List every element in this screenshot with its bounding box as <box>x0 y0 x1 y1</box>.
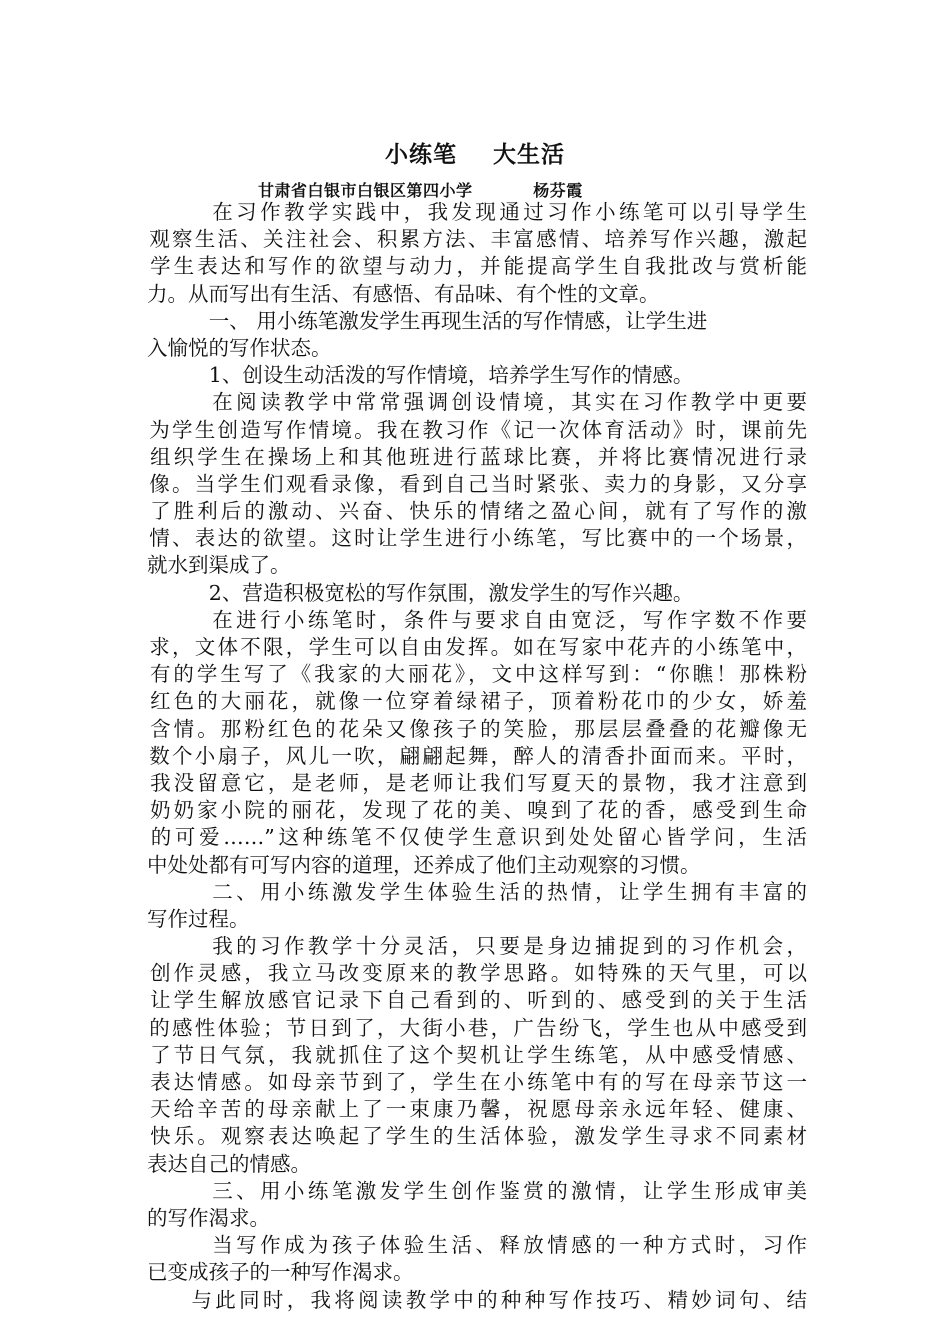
line-text: 的感性体验；节日到了，大街小巷，广告纷飞，学生也从中感受到 <box>147 1015 807 1040</box>
text-line <box>147 580 807 607</box>
text-line <box>147 335 807 362</box>
text-line <box>147 444 807 471</box>
author-line: 甘肃省白银市白银区第四小学 杨芬霞 <box>258 181 583 200</box>
line-text: 表达情感。如母亲节到了，学生在小练笔中有的写在母亲节这一 <box>147 1070 807 1094</box>
text-line <box>147 743 807 770</box>
line-text: 数个小扇子，风儿一吹，翩翩起舞，醉人的清香扑面而来。平时， <box>147 743 807 768</box>
text-line <box>147 852 807 879</box>
line-text: 了胜利后的激动、兴奋、快乐的情绪之盈心间，就有了写作的激 <box>147 499 807 524</box>
text-line <box>147 716 807 743</box>
text-line <box>147 389 807 416</box>
line-text: 在阅读教学中常常强调创设情境，其实在习作教学中更要 <box>208 390 807 415</box>
line-text: 让学生解放感官记录下自己看到的、听到的、感受到的关于生活 <box>147 988 807 1013</box>
line-text: 像。当学生们观看录像，看到自己当时紧张、卖力的身影，又分享 <box>147 471 807 496</box>
text-line <box>147 1178 807 1205</box>
line-text: 红色的大丽花，就像一位穿着绿裙子，顶着粉花巾的少女，娇羞 <box>147 689 807 714</box>
text-line <box>147 1151 807 1178</box>
line-text: 当写作成为孩子体验生活、释放情感的一种方式时，习作 <box>208 1233 807 1258</box>
line-text: 求，文体不限，学生可以自由发挥。如在写家中花卉的小练笔中， <box>147 635 807 659</box>
text-line <box>147 525 807 552</box>
line-text: 我没留意它，是老师，是老师让我们写夏天的景物，我才注意到 <box>147 770 807 795</box>
line-text: 创作灵感，我立马改变原来的教学思路。如特殊的天气里，可以 <box>147 961 807 986</box>
line-text: 快乐。观察表达唤起了学生的生活体验，激发学生寻求不同素材 <box>147 1124 807 1149</box>
text-line <box>147 824 807 851</box>
line-text: 力。从而写出有生活、有感悟、有品味、有个性的文章。 <box>147 281 660 306</box>
line-text: 与此同时，我将阅读教学中的种种写作技巧、精妙词句、结 <box>188 1287 807 1312</box>
line-text: 天给辛苦的母亲献上了一束康乃馨，祝愿母亲永远年轻、健康、 <box>147 1097 807 1122</box>
text-line <box>147 226 807 253</box>
text-line <box>147 253 807 280</box>
line-text: 表达自己的情感。 <box>147 1151 311 1176</box>
text-line <box>147 308 807 335</box>
text-line <box>147 1042 807 1069</box>
line-text: 在进行小练笔时，条件与要求自由宽泛，写作字数不作要 <box>208 607 807 632</box>
line-text: 1、创设生动活泼的写作情境，培养学生写作的情感。 <box>208 363 694 388</box>
text-line <box>147 1096 807 1123</box>
text-line <box>147 1232 807 1259</box>
text-line <box>147 906 807 933</box>
text-line <box>147 1287 807 1314</box>
text-line <box>147 879 807 906</box>
text-line <box>147 688 807 715</box>
line-text: 我的习作教学十分灵活，只要是身边捕捉到的习作机会， <box>208 934 807 959</box>
text-line <box>147 552 807 579</box>
text-line <box>147 362 807 389</box>
text-line <box>147 960 807 987</box>
line-text: 观察生活、关注社会、积累方法、丰富感情、培养写作兴趣，激起 <box>147 227 807 252</box>
line-text: 在习作教学实践中，我发现通过习作小练笔可以引导学生 <box>208 200 807 224</box>
line-text: 了节日气氛，我就抓住了这个契机让学生练笔，从中感受情感、 <box>147 1042 807 1067</box>
text-line <box>147 199 807 226</box>
line-text: 组织学生在操场上和其他班进行蓝球比赛，并将比赛情况进行录 <box>147 444 807 469</box>
text-line <box>147 797 807 824</box>
line-text: 为学生创造写作情境。我在教习作《记一次体育活动》时，课前先 <box>147 417 807 442</box>
text-line <box>147 634 807 661</box>
text-line <box>147 498 807 525</box>
line-text: 中处处都有可写内容的道理，还养成了他们主动观察的习惯。 <box>147 852 701 877</box>
line-text: 入愉悦的写作状态。 <box>147 335 332 360</box>
line-text: 写作过程。 <box>147 906 250 931</box>
text-line <box>147 1015 807 1042</box>
text-line <box>147 1123 807 1150</box>
line-text: 情、表达的欲望。这时让学生进行小练笔，写比赛中的一个场景， <box>147 526 807 551</box>
line-text: 二、用小练激发学生体验生活的热情，让学生拥有丰富的 <box>208 879 807 904</box>
line-text: 奶奶家小院的丽花，发现了花的美、嗅到了花的香，感受到生命 <box>147 798 807 823</box>
text-line <box>147 1069 807 1096</box>
line-text: 有的学生写了《我家的大丽花》，文中这样写到：“你瞧！那株粉 <box>147 662 807 687</box>
text-line <box>147 1259 807 1286</box>
text-line <box>147 933 807 960</box>
text-line <box>147 987 807 1014</box>
line-text: 含情。那粉红色的花朵又像孩子的笑脸，那层层叠叠的花瓣像无 <box>147 716 807 741</box>
document-title: 小练笔 大生活 <box>384 141 566 168</box>
line-text: 学生表达和写作的欲望与动力，并能提高学生自我批改与赏析能 <box>147 254 807 279</box>
text-line <box>147 1205 807 1232</box>
text-line <box>147 770 807 797</box>
text-line <box>147 417 807 444</box>
line-text: 一、 用小练笔激发学生再现生活的写作情感，让学生进 <box>208 308 708 333</box>
line-text: 2、营造积极宽松的写作氛围，激发学生的写作兴趣。 <box>208 580 694 605</box>
text-line <box>147 607 807 634</box>
line-text: 三、用小练笔激发学生创作鉴赏的激情，让学生形成审美 <box>208 1178 807 1203</box>
line-text: 就水到渠成了。 <box>147 553 291 578</box>
line-text: 已变成孩子的一种写作渴求。 <box>147 1260 414 1285</box>
text-line <box>147 471 807 498</box>
line-text: 的可爱……”这种练笔不仅使学生意识到处处留心皆学问，生活 <box>147 825 807 850</box>
text-line <box>147 281 807 308</box>
text-line <box>147 661 807 688</box>
document-body <box>147 199 807 1314</box>
line-text: 的写作渴求。 <box>147 1205 270 1230</box>
